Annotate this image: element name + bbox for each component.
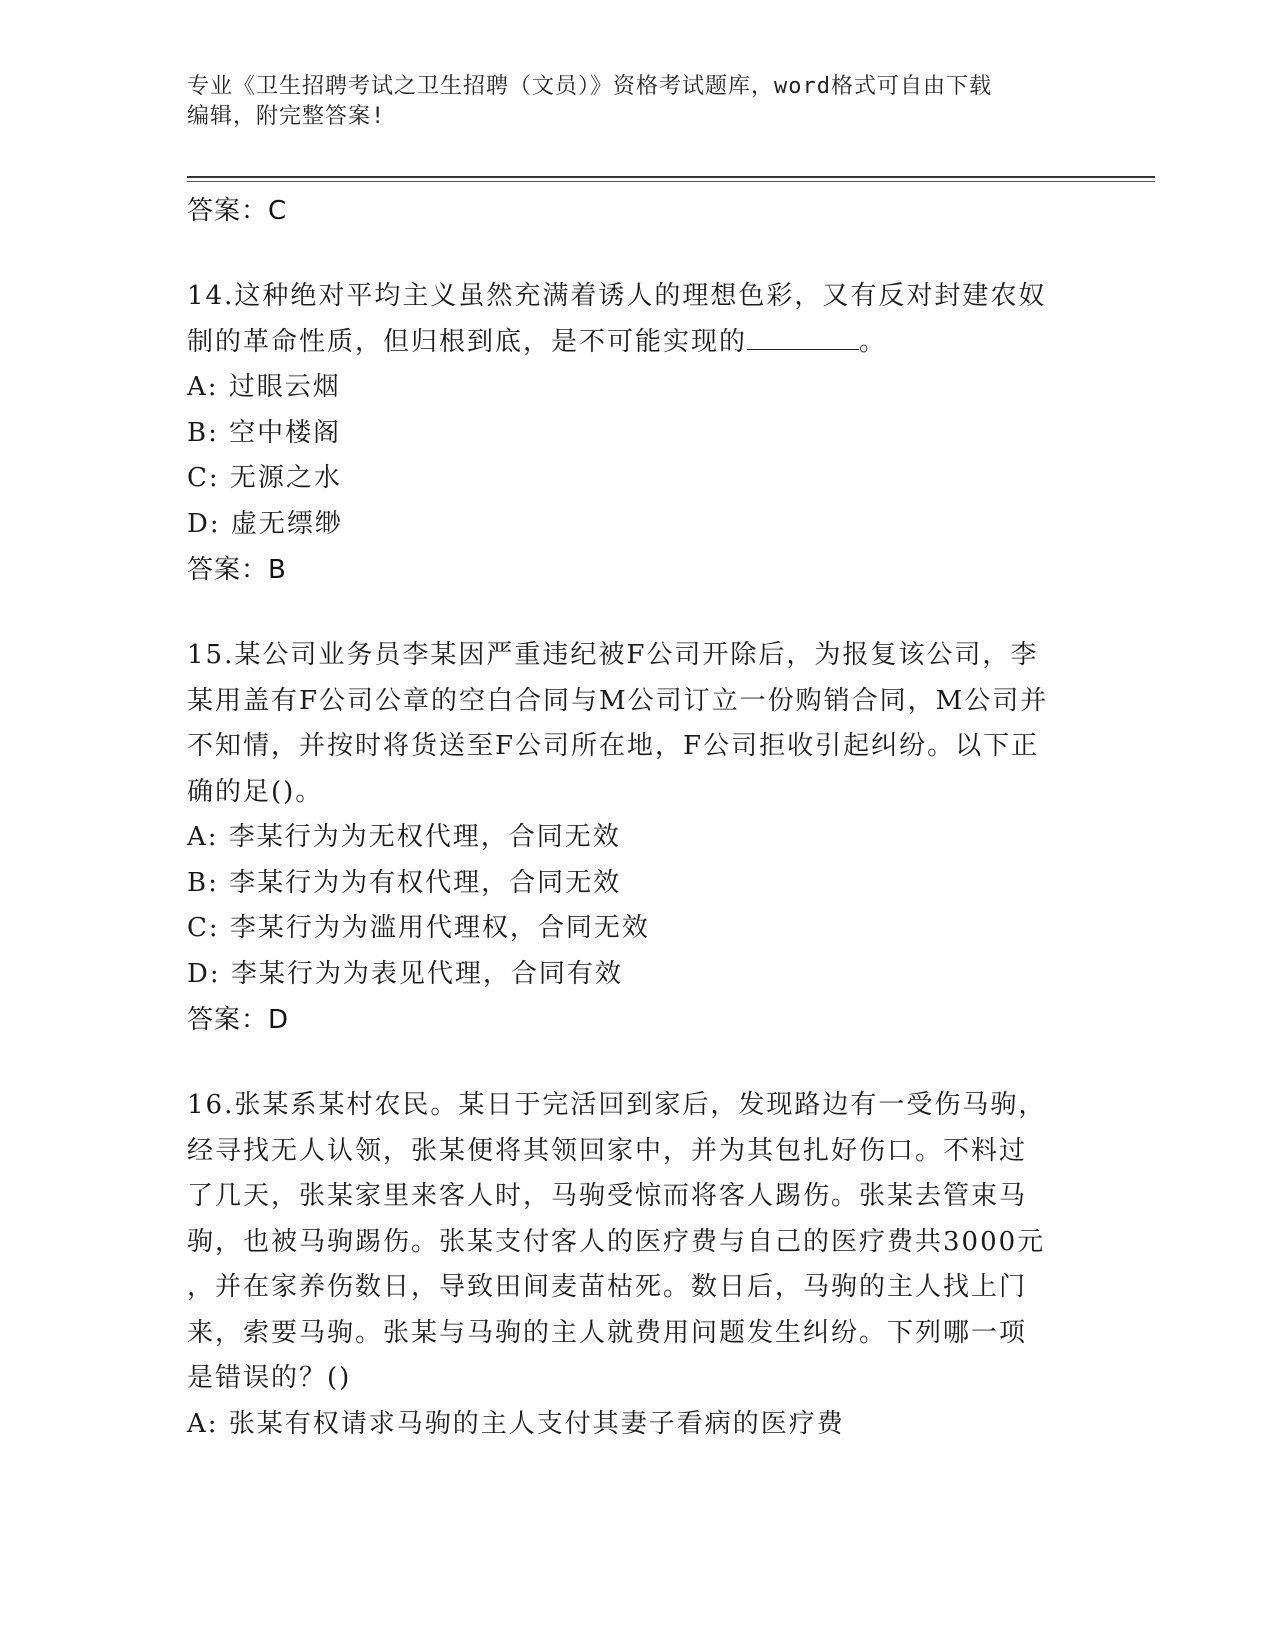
option-b: B: 李某行为为有权代理，合同无效 <box>187 867 622 898</box>
question-15 <box>187 633 1087 815</box>
question-text-line: ，并在家养伤数日，导致田间麦苗枯死。数日后，马驹的主人找上门 <box>187 1272 1028 1302</box>
question-text-line: 来，索要马驹。张某与马驹的主人就费用问题发生纠纷。下列哪一项 <box>187 1317 1028 1348</box>
document-header <box>187 72 1087 132</box>
question-text-line: 15.某公司业务员李某因严重违纪被F公司开除后，为报复该公司，李 <box>187 640 1039 670</box>
question-14 <box>187 274 1087 365</box>
answer-15: 答案：D <box>187 1005 290 1035</box>
question-text-line: 驹，也被马驹踢伤。张某支付客人的医疗费与自己的医疗费共3000元 <box>187 1226 1046 1257</box>
question-content <box>187 188 1087 1447</box>
header-divider-thick <box>187 176 1155 178</box>
question-text-line: 确的足()。 <box>187 776 324 807</box>
option-a: A: 张某有权请求马驹的主人支付其妻子看病的医疗费 <box>187 1408 845 1439</box>
header-divider-thin <box>187 181 1155 182</box>
header-line-2: 编辑，附完整答案! <box>187 104 386 129</box>
question-text-line: 14.这种绝对平均主义虽然充满着诱人的理想色彩，又有反对封建农奴 <box>187 281 1047 311</box>
option-a: A: 过眼云烟 <box>187 372 341 402</box>
question-text-line: 经寻找无人认领，张某便将其领回家中，并为其包扎好伤口。不料过 <box>187 1135 1028 1166</box>
spacer <box>187 234 1087 274</box>
question-text-line <box>187 320 1087 366</box>
question-text-line: 16.张某系某村农民。某日于完活回到家后，发现路边有一受伤马驹， <box>187 1090 1047 1120</box>
answer-previous: 答案：C <box>187 196 288 226</box>
answer-14: 答案：B <box>187 555 287 585</box>
question-text-line: 了几天，张某家里来客人时，马驹受惊而将客人踢伤。张某去管束马 <box>187 1181 1028 1211</box>
question-16 <box>187 1083 1087 1402</box>
question-text-line: 某用盖有F公司公章的空白合同与M公司订立一份购销合同，M公司并 <box>187 685 1049 716</box>
option-d: D: 虚无缥缈 <box>187 508 343 539</box>
spacer <box>187 593 1087 633</box>
question-text-segment: 。 <box>859 326 888 357</box>
question-text-line: 是错误的？() <box>187 1363 352 1393</box>
option-a: A: 李某行为为无权代理，合同无效 <box>187 822 621 852</box>
question-text-line: 不知情，并按时将货送至F公司所在地，F公司拒收引起纠纷。以下正 <box>187 731 1040 761</box>
spacer <box>187 1043 1087 1083</box>
option-b: B: 空中楼阁 <box>187 417 342 448</box>
option-d: D: 李某行为为表见代理，合同有效 <box>187 958 623 989</box>
header-line-1: 专业《卫生招聘考试之卫生招聘（文员）》资格考试题库，word格式可自由下载 <box>187 74 992 99</box>
option-c: C: 李某行为为滥用代理权，合同无效 <box>187 913 650 943</box>
option-c: C: 无源之水 <box>187 463 342 493</box>
fill-in-blank <box>747 325 859 350</box>
question-text-segment: 制的革命性质，但归根到底，是不可能实现的 <box>187 326 748 357</box>
